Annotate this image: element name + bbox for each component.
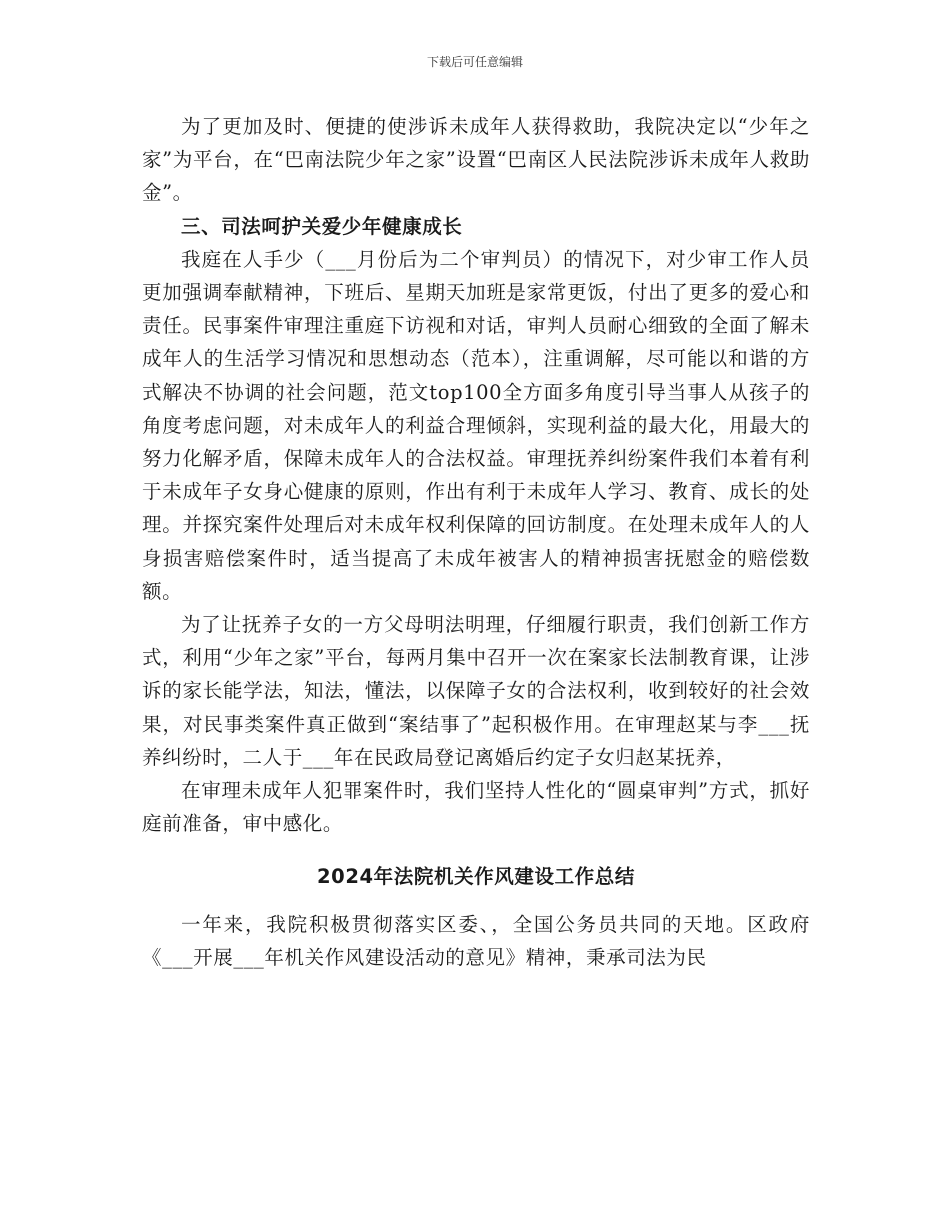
paragraph-parent-education: 为了让抚养子女的一方父母明法明理，仔细履行职责，我们创新工作方式，利用“少年之家”平台，每两月集中召开一次在案家长法制教育课，让涉诉的家长能学法，知法，懂法，以保障子女的合法权利，收到较好的社会效果，对民事类案件真正做到“案结事了”起积极作用。在审理赵某与李___抚养纠纷时，二人于___年在民政局登记离婚后约定子女归赵某抚养， bbox=[142, 613, 810, 769]
section-heading-3: 三、司法呵护关爱少年健康成长 bbox=[181, 214, 463, 238]
page-header: 下载后可任意编辑 bbox=[426, 55, 523, 69]
paragraph-court-work: 我庭在人手少（___月份后为二个审判员）的情况下，对少审工作人员更加强调奉献精神，下班后、星期天加班是家常更饭，付出了更多的爱心和责任。民事案件审理注重庭下访视和对话，审判人员耐心细致的全面了解未成年人的生活学习情况和思想动态（范本），注重调解，尽可能以和谐的方式解决不协调的社会问题，范文top100全方面多角度引导当事人从孩子的角度考虑问题，对未成年人的利益合理倾斜，实现利益的最大化，用最大的努力化解矛盾，保障未成年人的合法权益。审理抚养纠纷案件我们本着有利于未成年子女身心健康的原则，作出有利于未成年人学习、教育、成长的处理。并探究案件处理后对未成年权利保障的回访制度。在处理未成年人的人身损害赔偿案件时，适当提高了未成年被害人的精神损害抚慰金的赔偿数额。 bbox=[142, 247, 810, 603]
paragraph-round-table-trial: 在审理未成年人犯罪案件时，我们坚持人性化的“圆桌审判”方式，抓好庭前准备，审中感化。 bbox=[142, 779, 810, 836]
document-body bbox=[142, 110, 810, 974]
paragraph-intro: 一年来，我院积极贯彻落实区委、，全国公务员共同的天地。区政府《___开展___年机关作风建设活动的意见》精神，秉承司法为民 bbox=[142, 912, 810, 969]
document-title: 2024年法院机关作风建设工作总结 bbox=[317, 865, 635, 889]
paragraph-relief-fund: 为了更加及时、便捷的使涉诉未成年人获得救助，我院决定以“少年之家”为平台，在“巴南法院少年之家”设置“巴南区人民法院涉诉未成年人救助金”。 bbox=[142, 115, 810, 205]
